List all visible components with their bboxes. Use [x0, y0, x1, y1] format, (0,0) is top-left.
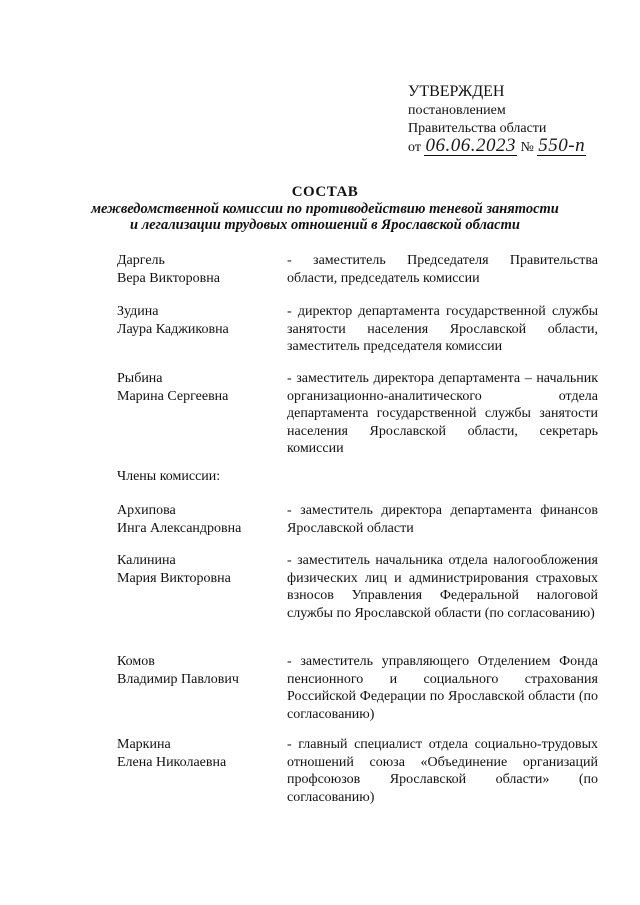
person-surname: Рыбина — [117, 371, 163, 386]
person-given-names: Марина Сергеевна — [117, 388, 229, 404]
person-name — [117, 252, 282, 287]
person-given-names: Инга Александровна — [117, 520, 242, 536]
person-role: - заместитель управляющего Отделением Фонда пенсионного и социального страхования Российской Федерации по Ярославской области (по согласованию) — [287, 654, 598, 722]
title-line-1: межведомственной комиссии по противодействию теневой занятости — [91, 200, 559, 217]
title-line-2: и легализации трудовых отношений в Ярославской области — [130, 217, 520, 233]
person-name — [117, 502, 282, 537]
person-given-names: Владимир Павлович — [117, 671, 239, 687]
title-heading: СОСТАВ — [291, 184, 359, 200]
person-name — [117, 653, 282, 688]
person-name — [117, 303, 282, 338]
approval-date: 06.06.2023 — [425, 135, 516, 156]
person-name — [117, 370, 282, 405]
approval-heading: УТВЕРЖДЕН — [408, 83, 505, 100]
person-role: - заместитель директора департамента финансов Ярославской области — [287, 503, 598, 536]
person-surname: Зудина — [117, 304, 159, 319]
approval-line-government: Правительства области — [408, 120, 547, 136]
person-surname: Комов — [117, 654, 155, 669]
approval-number-label: № — [520, 140, 534, 155]
person-role: - заместитель Председателя Правительства области, председатель комиссии — [287, 253, 598, 286]
person-surname: Архипова — [117, 503, 176, 518]
person-role: - главный специалист отдела социально-трудовых отношений союза «Объединение организаций профсоюзов Ярославской области» (по согласованию) — [287, 737, 598, 805]
person-given-names: Лаура Каджиковна — [117, 321, 229, 337]
person-surname: Калинина — [117, 553, 176, 568]
members-label: Члены комиссии: — [117, 469, 221, 484]
person-role: - директор департамента государственной службы занятости населения Ярославской области, заместитель председателя комиссии — [287, 304, 598, 354]
person-given-names: Мария Викторовна — [117, 570, 231, 586]
approval-number: 550-п — [538, 135, 586, 156]
person-role: - заместитель директора департамента – начальник организационно-аналитического отдела департамента государственной службы занятости населения Ярославской области, секретарь комиссии — [287, 371, 598, 456]
person-role: - заместитель начальника отдела налогообложения физических лиц и администрирования страховых взносов Управления Федеральной налоговой службы по Ярославской области (по согласованию) — [287, 553, 598, 621]
person-name — [117, 736, 282, 771]
person-given-names: Елена Николаевна — [117, 754, 227, 770]
person-given-names: Вера Викторовна — [117, 270, 220, 286]
person-surname: Даргель — [117, 253, 165, 268]
person-surname: Маркина — [117, 737, 171, 752]
approval-line-resolution: постановлением — [408, 103, 506, 118]
person-name — [117, 552, 282, 587]
approval-from-label: от — [408, 140, 421, 155]
